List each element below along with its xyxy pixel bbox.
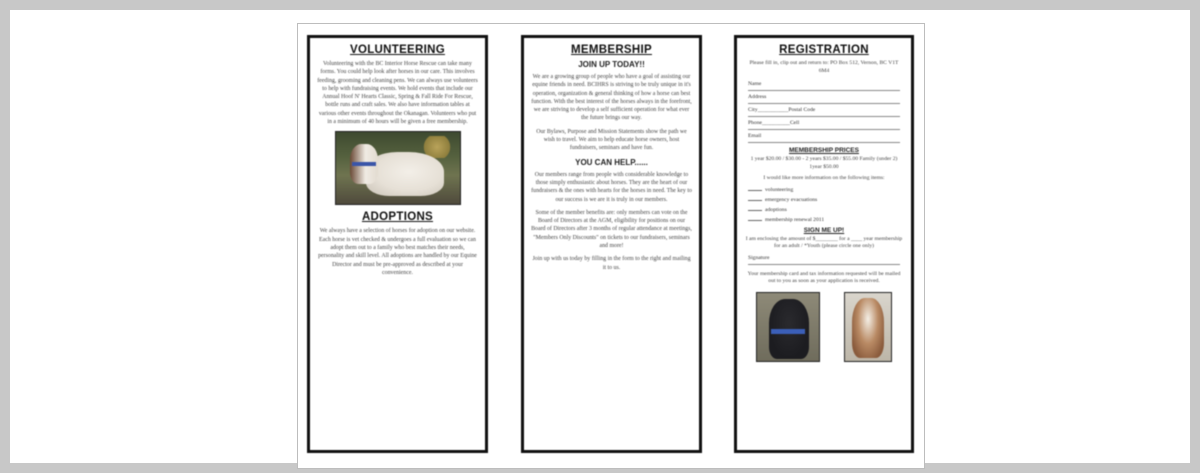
- photo-halter: [352, 162, 376, 166]
- registration-heading: REGISTRATION: [779, 44, 869, 56]
- membership-heading: MEMBERSHIP: [571, 44, 652, 56]
- paint-horse-photo: [844, 292, 892, 362]
- membership-prices-heading: MEMBERSHIP PRICES: [789, 147, 859, 154]
- adoptions-heading: ADOPTIONS: [361, 211, 434, 224]
- form-field-address: Address: [748, 92, 900, 104]
- interest-item: [748, 197, 900, 203]
- form-field-name: Name: [748, 79, 900, 91]
- enclosing-amount-text: I am enclosing the amount of $________ for a ____ year membership for an adult / *Youth (please circle one only): [745, 235, 903, 249]
- members-paragraph: Our members range from people with considerable knowledge to those simply enthusiastic about horses. They are the heart of our fundraisers & the ones with hearts for the horses in need. The key to our success is we are it is truly in our members.: [531, 171, 692, 203]
- sign-me-up-heading: SIGN ME UP!: [803, 226, 845, 234]
- volunteering-paragraph: Volunteering with the BC Interior Horse Rescue can take many forms. You could help look after horses in our care. This involves feeding, grooming and cleaning pens. We can always use volunteers to help with fundraising events. We hold events that include our Annual Hoof N' Hearts Classic, Spring & Fall Ride For Rescue, bottle runs and craft sales. We also have information tables at various other events throughout the Okanagan. Volunteers who put in a minimum of 40 hours will be given a free membership.: [317, 61, 478, 126]
- volunteering-heading: VOLUNTEERING: [350, 44, 445, 56]
- registration-photos: [744, 292, 904, 362]
- form-field-city: City___________Postal Code: [748, 105, 900, 117]
- mailing-address-text: Please fill in, clip out and return to: PO Box 512, Vernon, BC V1T 6M4: [749, 60, 899, 74]
- white-horse-photo: [335, 131, 461, 205]
- interest-item: [748, 187, 900, 193]
- interest-label: adoptions: [765, 206, 787, 213]
- form-field-email: Email: [748, 131, 900, 143]
- interest-label: membership renewal 2011: [765, 216, 825, 223]
- join-subheading: JOIN UP TODAY!!: [578, 60, 645, 69]
- form-field-phone: Phone__________Cell: [748, 118, 900, 130]
- brochure-page: [297, 23, 925, 469]
- panel-registration: [734, 35, 914, 453]
- adoptions-paragraph: We always have a selection of horses for adoption on our website. Each horse is vet checked & undergoes a full evaluation so we can adopt them out to a family who best matches their needs, personality and skill level. All adoptions are handled by our Equine Director and must be pre-approved as described at your convenience.: [318, 228, 477, 276]
- dark-horse-photo: [756, 292, 820, 362]
- membership-prices-text: 1 year $20.00 / $30.00 - 2 years $35.00 / $55.00 Family (under 2) 1year $50.00: [750, 156, 898, 170]
- photo-blue-halter: [771, 329, 805, 334]
- benefits-paragraph: Some of the member benefits are: only members can vote on the Board of Directors at the AGM, eligibility for positions on our Board of Directors after 3 months of regular attendance at meetings, "Members Only Discounts" on tickets to our fundraisers, seminars and more!: [531, 209, 692, 250]
- closing-paragraph: Join up with us today by filling in the form to the right and mailing it to us.: [532, 256, 691, 271]
- privacy-note-text: Your membership card and tax information requested will be mailed out to you as soon as your application is received.: [747, 270, 901, 284]
- bylaws-paragraph: Our Bylaws, Purpose and Mission Statements show the path we wish to travel. We aim to help educate horse owners, host fundraisers, seminars and have fun.: [536, 128, 687, 152]
- check-blank: [748, 210, 762, 211]
- interest-item: [748, 207, 900, 213]
- interest-item: [748, 217, 900, 223]
- signature-field: Signature: [748, 255, 900, 265]
- interest-intro-text: I would like more information on the following items:: [763, 175, 885, 181]
- photo-paint-horse-head: [852, 298, 884, 358]
- interest-label: volunteering: [765, 186, 794, 193]
- membership-intro-paragraph: We are a growing group of people who have a goal of assisting our equine friends in need. BCIHRS is striving to be truly unique in it's operation, organization & general thinking of how a horse can best function. With the best interest of the horses always in the forefront, we are striving to develop a self sufficient operation for what ever the future brings our way.: [531, 74, 692, 122]
- you-can-help-subheading: YOU CAN HELP......: [575, 157, 648, 167]
- check-blank: [748, 200, 762, 201]
- check-blank: [748, 190, 762, 191]
- interest-label: emergency evacuations: [765, 196, 818, 203]
- panel-volunteering-adoptions: [307, 35, 488, 453]
- panel-membership: [521, 35, 702, 453]
- check-blank: [748, 220, 762, 221]
